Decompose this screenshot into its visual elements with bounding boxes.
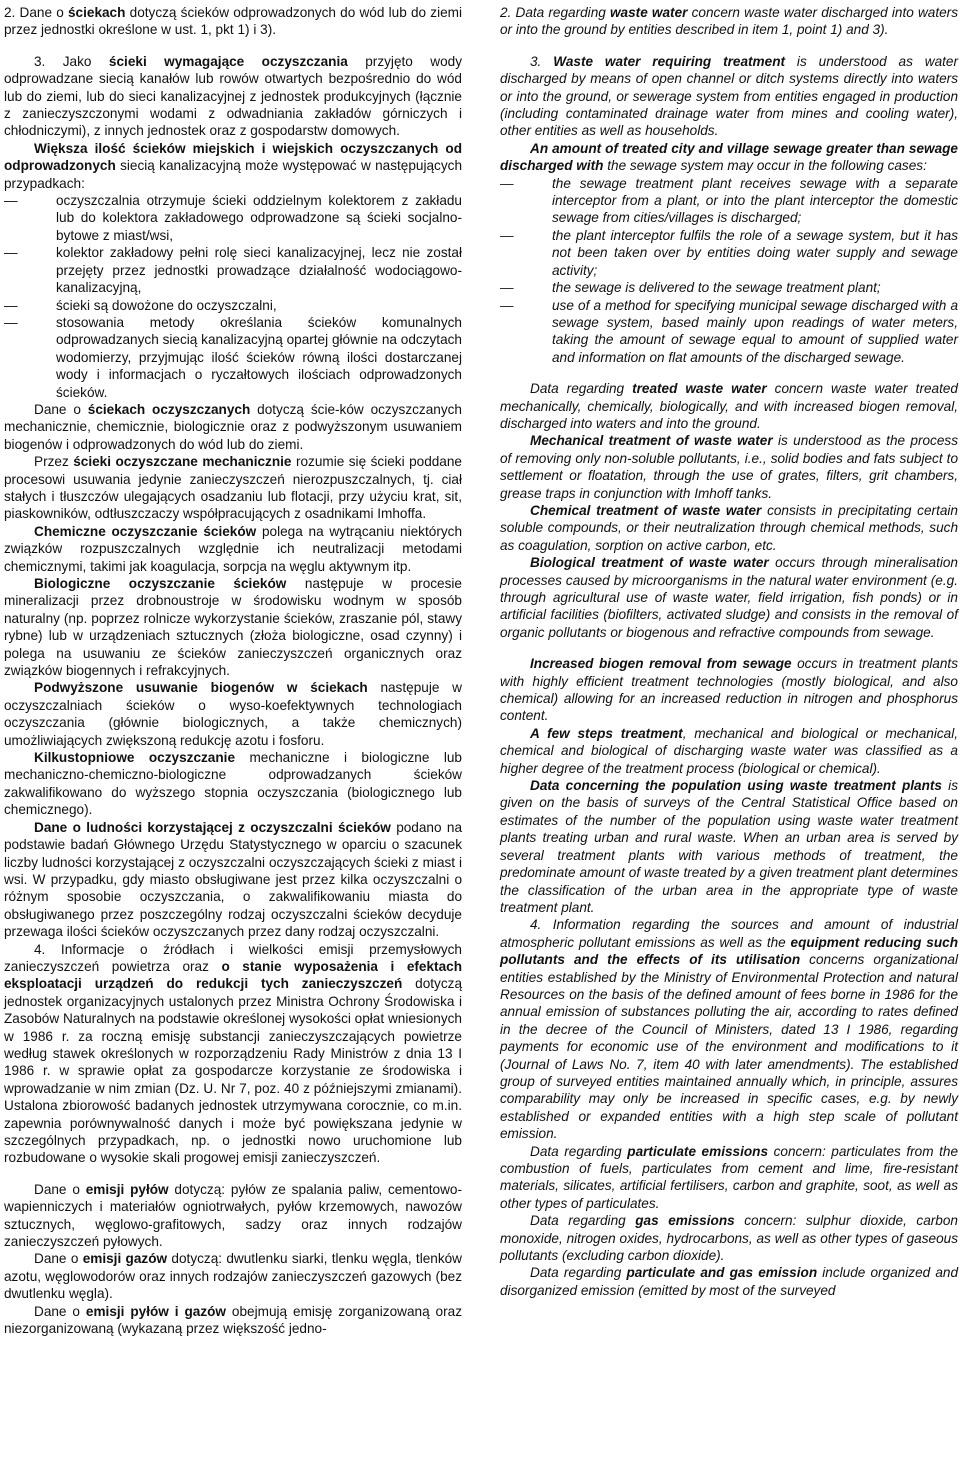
en-population: Data concerning the population using waste treatment plants is given on the basis of surveys of the Central Statistical Office based on estimates of the number of the population using waste water treatment plants treating urban and rural waste. When an urban area is served by several treatment plants with various methods of treatment, the predominate amount of waste treated by a given treatment plant determines the classification of the urban area in the appropriate type of waste treatment plant.	[500, 778, 958, 915]
pl-item2: 2. Dane o ściekach dotyczą ścieków odprowadzonych do wód lub do ziemi przez jednostki określone w ust. 1, pkt 1) i 3).	[4, 5, 462, 38]
pl-larger-amount: Większa ilość ścieków miejskich i wiejskich oczyszczanych od odprowadzonych siecią kanalizacyjną może występować w następujących przypadkach:	[4, 140, 462, 191]
pl-multistage: Kilkustopniowe oczyszczanie mechaniczne i biologiczne lub mechaniczno-chemiczno-biologiczne odprowadzanych ścieków zakwalifikowano do wyższego stopnia oczyszczania (biologicznego lub chemicznego).	[4, 750, 462, 818]
en-multistage: A few steps treatment, mechanical and biological or mechanical, chemical and biological of discharging waste water was classified as a higher degree of the treatment process (biological or chemical).	[500, 725, 958, 776]
en-chemical: Chemical treatment of waste water consists in precipitating certain soluble compounds, or their neutralization through chemical methods, such as coagulation, sorption on active carbon, etc.	[500, 502, 958, 553]
pl-chemical: Chemiczne oczyszczanie ścieków polega na wytrącaniu niektórych związków rozpuszczalnych względnie ich neutralizacji metodami chemicznymi, takimi jak koagulacja, sorpcja na węglu aktywnym itp.	[4, 523, 462, 574]
en-item2: 2. Data regarding waste water concern waste water discharged into waters or into the ground by entities described in item 1, point 1) and 3).	[500, 5, 958, 38]
en-dust-gas: Data regarding particulate and gas emission include organized and disorganized emission (emitted by most of the surveyed	[500, 1265, 959, 1298]
pl-biological: Biologiczne oczyszczanie ścieków następuje w procesie mineralizacji przez drobnoustroje w środowisku wodnym w sposób naturalny (np. poprzez rolnicze wykorzystanie ścieków, zraszanie pól, stawy rybne) lub w urządzeniach sztucznych (złoża biologiczne, osad czynny) i polega na usuwaniu ze ścieków zanieczyszczeń organicznych oraz związków biogennych i refrakcyjnych.	[4, 576, 462, 679]
en-item3: 3. Waste water requiring treatment is understood as water discharged by means of open channel or ditch systems directly into waters or into the ground, or sewerage system from entities engaged in production (including contaminated drainage water from mines and cooling water), other entities as well as households.	[500, 53, 959, 139]
pl-case-1: — oczyszczalnia otrzymuje ścieki oddzielnym kolektorem z zakładu lub do kolektora zakładowego odprowadzone są ścieki socjalno-bytowe z miast/wsi,	[4, 192, 462, 244]
pl-case-3: — ścieki są dowożone do oczyszczalni,	[4, 297, 462, 314]
pl-population: Dane o ludności korzystającej z oczyszczalni ścieków podano na podstawie badań Głównego Urzędu Statystycznego w oparciu o szacunek liczby ludności korzystającej z oczyszczalni oczyszczających ścieki z miast i wsi. W przypadku, gdy miasto obsługiwane jest przez kilka oczyszczalni o różnym sposobie oczyszczania, o zakwalifikowaniu miasta do obsługiwanego przez poszczególny rodzaj oczyszczalni ścieków decyduje przewaga ilości ścieków oczyszczanych przez dany rodzaj oczyszczalni.	[4, 819, 462, 940]
en-case-4: — use of a method for specifying municipal sewage discharged with a sewage system, based mainly upon readings of water meters, taking the amount of sewage equal to amount of supplied water and information on flat amounts of the discharged sewage.	[500, 297, 958, 367]
pl-case-2: — kolektor zakładowy pełni rolę sieci kanalizacyjnej, lecz nie został przejęty przez jednostki prowadzące działalność wodociągowo-kanalizacyjną,	[4, 244, 462, 296]
en-mechanical: Mechanical treatment of waste water is understood as the process of removing only non-soluble pollutants, i.e., solid bodies and fats subject to settlement or floatation, through the use of grates, filters, grit chambers, grease traps in conjunction with Imhoff tanks.	[500, 433, 958, 501]
en-dust: Data regarding particulate emissions concern: particulates from the combustion of fuels, particulates from cement and lime, fire-resistant materials, silicates, artificial fertilisers, carbon and graphite, soot, as well as other types of particulates.	[500, 1143, 959, 1211]
en-case-1: — the sewage treatment plant receives sewage with a separate interceptor from a plant, or into the plant interceptor the domestic sewage from cities/villages is discharged;	[500, 175, 958, 227]
en-biological: Biological treatment of waste water occurs through mineralisation processes caused by microorganisms in the natural water environment (e.g. through agricultural use of waste water, field irrigation, fish ponds) or in artificial facilities (biofilters, activated sludge) and consists in the removal of organic pollutants or biogenous and refractive compounds from sewage.	[500, 555, 958, 640]
pl-item3: 3. Jako ścieki wymagające oczyszczania przyjęto wody odprowadzane siecią kanałów lub rowów otwartych bezpośrednio do wód lub do ziemi, lub do sieci kanalizacyjnej z jednostek produkcyjnych (łącznie z zanieczyszczonymi wodami z odwadniania zakładów górniczych i chłodniczymi), z innych jednostek oraz z gospodarstw domowych.	[4, 53, 463, 139]
english-column	[500, 4, 958, 1299]
en-item4: 4. Information regarding the sources and amount of industrial atmospheric pollutant emissions as well as the equipment reducing such pollutants and the effects of its utilisation concerns organizational entities established by the Ministry of Environmental Protection and natural Resources on the basis of the defined amount of fees borne in 1986 for the annual emission of substances polluting the air, according to rates defined in the decree of the Council of Ministers, dated 13 I 1986, regarding payments for economic use of the environment and modifications to it (Journal of Laws No. 7, item 40 with later amendments). The established group of surveyed entities maintained annually which, in principle, assures comparability may only be increased in specific cases, e.g. by newly established or expanded entities with a high step scale of pollutant emission.	[500, 917, 958, 1142]
en-treated: Data regarding treated waste water concern waste water treated mechanically, chemically, biologically, and with increased biogen removal, discharged into waters and into the ground.	[500, 381, 958, 431]
en-case-3: — the sewage is delivered to the sewage treatment plant;	[500, 279, 958, 296]
polish-column	[4, 4, 462, 1337]
pl-mechanical: Przez ścieki oczyszczane mechanicznie rozumie się ścieki poddane procesowi usuwania jedynie zanieczyszczeń nierozpuszczalnych, tj. ciał stałych i tłuszczów ulegających osadzaniu lub flotacji, przy użyciu krat, sit, piaskowników, odtłuszczaczy współpracujących z osadnikami Imhoffa.	[4, 454, 462, 522]
pl-case-4: — stosowania metody określania ścieków komunalnych odprowadzanych siecią kanalizacyjną opartej głównie na odczytach wodomierzy, przyjmując ilość ścieków równą ilości dostarczanej wody i informacjach o ryczałtowych ilościach odprowadzonych ścieków.	[4, 314, 462, 401]
en-amount: An amount of treated city and village sewage greater than sewage discharged with the sewage system may occur in the following cases:	[500, 140, 958, 174]
pl-biogen: Podwyższone usuwanie biogenów w ściekach następuje w oczyszczalniach ścieków o wyso-koefektywnych technologiach oczyszczania (głównie biologicznych, a także chemicznych) umożliwiających zwiększoną redukcję azotu i fosforu.	[4, 680, 462, 748]
en-case-2: — the plant interceptor fulfils the role of a sewage system, but it has not been taken over by entities doing water supply and sewage activity;	[500, 227, 958, 279]
en-gas: Data regarding gas emissions concern: sulphur dioxide, carbon monoxide, nitrogen oxides, hydrocarbons, as well as other types of gaseous pollutants (excluding carbon dioxide).	[500, 1213, 958, 1264]
en-biogen: Increased biogen removal from sewage occurs in treatment plants with highly efficient treatment technologies (mostly biological, and also chemical) allowing for an increased reduction in nitrogen and phosphorus content.	[500, 656, 958, 724]
pl-gas: Dane o emisji gazów dotyczą: dwutlenku siarki, tlenku węgla, tlenków azotu, węglowodorów oraz innych rodzajów zanieczyszczeń gazowych (bez dwutlenku węgla).	[4, 1251, 463, 1302]
pl-item4: 4. Informacje o źródłach i wielkości emisji przemysłowych zanieczyszczeń powietrza oraz o stanie wyposażenia i efektach eksploatacji urządzeń do redukcji tych zanieczyszczeń dotyczą jednostek organizacyjnych ustalonych przez Ministra Ochrony Środowiska i Zasobów Naturalnych na podstawie określonej wysokości opłat wniesionych w 1986 r. za roczną emisję substancji zanieczyszczających powietrze według stawek określonych w rozporządzeniu Rady Ministrów z dnia 13 I 1986 r. w sprawie opłat za gospodarcze korzystanie ze środowiska i wprowadzanie w nim zmian (Dz. U. Nr 7, poz. 40 z późniejszymi zmianami). Ustalona zbiorowość badanych jednostek utrzymywana corocznie, co m.in. zapewnia porównywalność danych i może być powiększana jedynie w szczególnych przypadkach, np. o jednostki nowo uruchomione lub rozbudowane o wysokie skali progowej emisji zanieczyszczeń.	[4, 941, 462, 1166]
pl-dust-gas: Dane o emisji pyłów i gazów obejmują emisję zorganizowaną oraz niezorganizowaną (wykazaną przez większość jedno-	[4, 1303, 463, 1337]
pl-treated: Dane o ściekach oczyszczanych dotyczą ście-ków oczyszczanych mechanicznie, chemicznie, biologicznie oraz z podwyższonym usuwaniem biogenów i odprowadzonych do wód lub do ziemi.	[4, 401, 462, 452]
pl-dust: Dane o emisji pyłów dotyczą: pyłów ze spalania paliw, cementowo-wapienniczych i materiałów ogniotrwałych, pyłów krzemowych, nawozów sztucznych, węglowo-grafitowych, sadzy oraz innych rodzajów zanieczyszczeń pyłowych.	[4, 1181, 462, 1250]
